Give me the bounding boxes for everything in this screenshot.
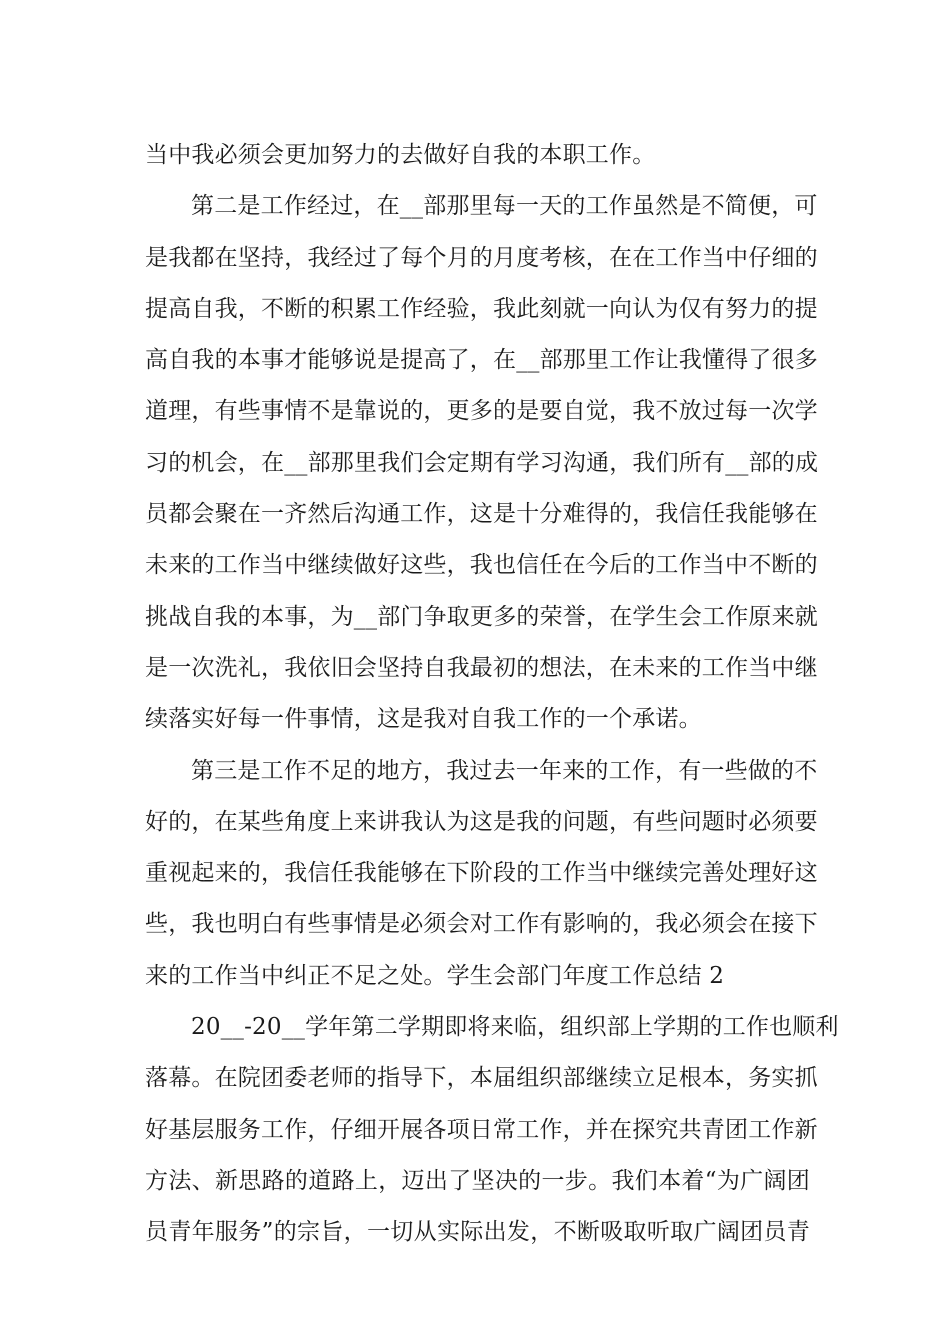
text-line: 重视起来的，我信任我能够在下阶段的工作当中继续完善处理好这 <box>145 860 818 887</box>
text-line: 习的机会，在__部那里我们会定期有学习沟通，我们所有__部的成 <box>145 449 819 476</box>
text-line: 好基层服务工作，仔细开展各项日常工作，并在探究共青团工作新 <box>145 1116 818 1143</box>
text-line: 是我都在坚持，我经过了每个月的月度考核，在在工作当中仔细的 <box>145 244 818 271</box>
text-line: 员青年服务”的宗旨，一切从实际出发，不断吸取听取广阔团员青 <box>145 1219 810 1246</box>
text-line: 好的，在某些角度上来讲我认为这是我的问题，有些问题时必须要 <box>145 808 818 835</box>
text-line: 来的工作当中纠正不足之处。学生会部门年度工作总结 2 <box>145 962 725 989</box>
text-line: 道理，有些事情不是靠说的，更多的是要自觉，我不放过每一次学 <box>145 398 818 425</box>
text-line: 高自我的本事才能够说是提高了，在__部那里工作让我懂得了很多 <box>145 347 818 374</box>
text-line: 员都会聚在一齐然后沟通工作，这是十分难得的，我信任我能够在 <box>145 501 818 528</box>
text-line: 当中我必须会更加努力的去做好自我的本职工作。 <box>145 142 656 168</box>
text-line: 提高自我，不断的积累工作经验，我此刻就一向认为仅有努力的提 <box>145 295 818 322</box>
text-line: 落幕。在院团委老师的指导下，本届组织部继续立足根本，务实抓 <box>145 1065 818 1092</box>
document-body <box>145 130 839 1259</box>
text-line: 未来的工作当中继续做好这些，我也信任在今后的工作当中不断的 <box>145 552 818 579</box>
text-line: 些，我也明白有些事情是必须会对工作有影响的，我必须会在接下 <box>145 911 818 938</box>
text-line: 挑战自我的本事，为__部门争取更多的荣誉，在学生会工作原来就 <box>145 603 818 630</box>
text-line: 续落实好每一件事情，这是我对自我工作的一个承诺。 <box>145 706 702 733</box>
text-line: 方法、新思路的道路上，迈出了坚决的一步。我们本着“为广阔团 <box>145 1167 810 1194</box>
text-line: 是一次洗礼，我依旧会坚持自我最初的想法，在未来的工作当中继 <box>145 654 818 681</box>
text-line: 第二是工作经过，在__部那里每一天的工作虽然是不简便，可 <box>191 193 818 220</box>
text-line: 20__-20__学年第二学期即将来临，组织部上学期的工作也顺利 <box>191 1014 839 1041</box>
text-line: 第三是工作不足的地方，我过去一年来的工作，有一些做的不 <box>191 757 818 784</box>
